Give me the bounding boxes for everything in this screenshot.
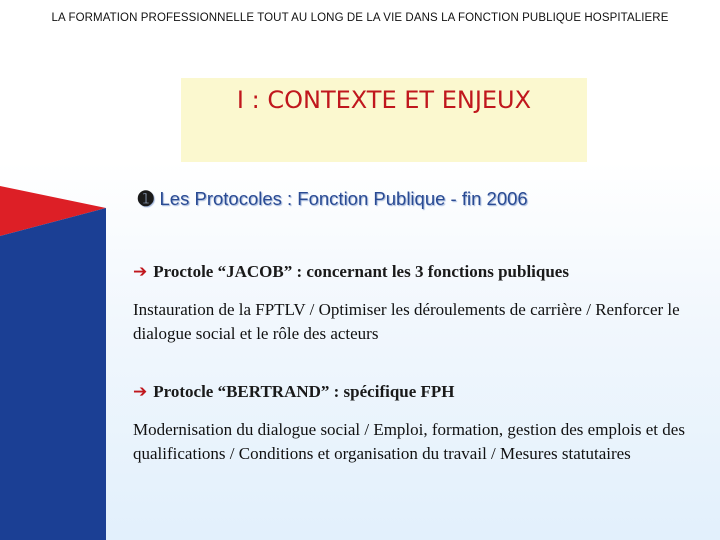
- protocol-jacob-title-text: Proctole “JACOB” : concernant les 3 fonctions publiques: [153, 262, 569, 281]
- slide-title: I : CONTEXTE ET ENJEUX: [236, 86, 532, 114]
- arrow-icon: ➔: [133, 382, 148, 402]
- title-box: [181, 78, 587, 162]
- flag-blue-band: [0, 208, 106, 540]
- numbered-bullet-icon: ➊: [138, 188, 154, 209]
- section-heading-text: Les Protocoles : Fonction Publique - fin 2006: [159, 188, 528, 209]
- section-heading: [138, 188, 528, 210]
- protocol-bertrand-body: Modernisation du dialogue social / Emploi, formation, gestion des emplois et des qualifications / Conditions et organisation du travail / Mesures statutaires: [133, 420, 685, 463]
- protocol-bertrand-title-text: Protocle “BERTRAND” : spécifique FPH: [153, 382, 455, 401]
- arrow-icon: ➔: [133, 262, 148, 282]
- page-header: LA FORMATION PROFESSIONNELLE TOUT AU LONG DE LA VIE DANS LA FONCTION PUBLIQUE HOSPITALIERE: [51, 12, 669, 24]
- protocol-bertrand-title: [133, 382, 455, 402]
- protocol-jacob-title: [133, 262, 569, 282]
- protocol-jacob-body: Instauration de la FPTLV / Optimiser les déroulements de carrière / Renforcer le dialogue social et le rôle des acteurs: [133, 300, 680, 343]
- flag-decoration: [0, 186, 106, 540]
